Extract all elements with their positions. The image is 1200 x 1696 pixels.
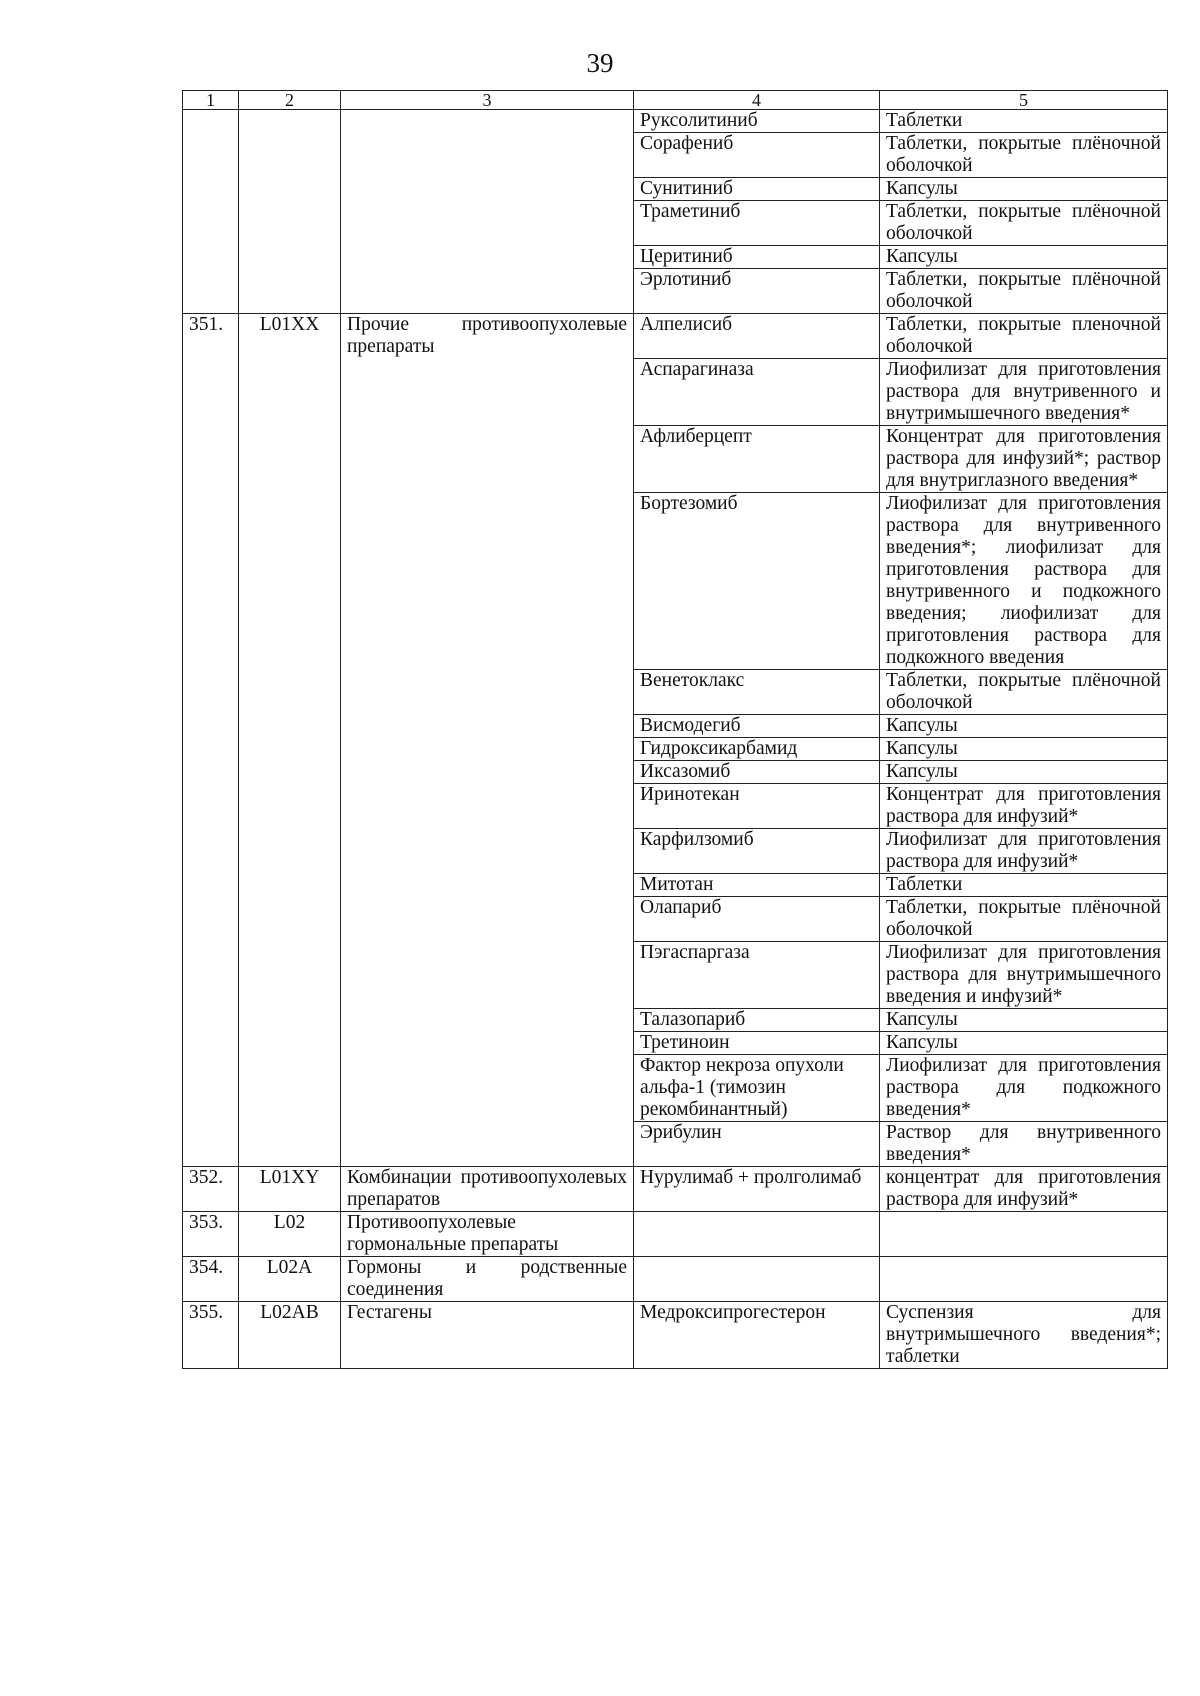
drug-name-cell xyxy=(634,1257,880,1302)
table-body xyxy=(183,110,1168,1369)
group-name-cell: Гестагены xyxy=(341,1302,634,1369)
column-header: 4 xyxy=(634,91,880,110)
table-row xyxy=(183,1167,1168,1212)
atc-code-cell: L01XY xyxy=(239,1167,341,1212)
atc-code-cell: L02AB xyxy=(239,1302,341,1369)
row-number-cell: 354. xyxy=(183,1257,239,1302)
row-number-cell: 353. xyxy=(183,1212,239,1257)
atc-code-cell xyxy=(239,110,341,314)
dosage-form-cell: Таблетки, покрытые плёночной оболочкой xyxy=(880,670,1168,715)
group-name-cell: Прочие противоопухолевые препараты xyxy=(341,314,634,1167)
dosage-form-cell: Таблетки, покрытые плёночной оболочкой xyxy=(880,897,1168,942)
drug-name-cell: Руксолитиниб xyxy=(634,110,880,133)
dosage-form-cell: Лиофилизат для приготовления раствора для инфузий* xyxy=(880,829,1168,874)
page-number: 39 xyxy=(586,48,614,78)
drug-name-cell: Иксазомиб xyxy=(634,761,880,784)
drug-name-cell xyxy=(634,1212,880,1257)
column-header: 2 xyxy=(239,91,341,110)
dosage-form-cell: Таблетки, покрытые плёночной оболочкой xyxy=(880,133,1168,178)
header-row xyxy=(183,91,1168,110)
dosage-form-cell: Лиофилизат для приготовления раствора для внутривенного и внутримышечного введения* xyxy=(880,359,1168,426)
table-row xyxy=(183,1302,1168,1369)
drug-name-cell: Эрибулин xyxy=(634,1122,880,1167)
dosage-form-cell: Капсулы xyxy=(880,246,1168,269)
dosage-form-cell: Таблетки, покрытые плёночной оболочкой xyxy=(880,269,1168,314)
drug-name-cell: Сунитиниб xyxy=(634,178,880,201)
group-name-cell: Комбинации противоопухолевых препаратов xyxy=(341,1167,634,1212)
column-header: 3 xyxy=(341,91,634,110)
drug-name-cell: Сорафениб xyxy=(634,133,880,178)
dosage-form-cell: Капсулы xyxy=(880,738,1168,761)
drug-name-cell: Церитиниб xyxy=(634,246,880,269)
dosage-form-cell: Капсулы xyxy=(880,1032,1168,1055)
drug-name-cell: Висмодегиб xyxy=(634,715,880,738)
dosage-form-cell: Концентрат для приготовления раствора для инфузий*; раствор для внутриглазного введения* xyxy=(880,426,1168,493)
drug-name-cell: Гидроксикарбамид xyxy=(634,738,880,761)
dosage-form-cell: Таблетки xyxy=(880,874,1168,897)
table-row xyxy=(183,110,1168,133)
column-header: 1 xyxy=(183,91,239,110)
table-row xyxy=(183,314,1168,359)
dosage-form-cell: Лиофилизат для приготовления раствора для подкожного введения* xyxy=(880,1055,1168,1122)
row-number-cell: 351. xyxy=(183,314,239,1167)
drug-name-cell: Карфилзомиб xyxy=(634,829,880,874)
atc-code-cell: L02A xyxy=(239,1257,341,1302)
drug-name-cell: Талазопариб xyxy=(634,1009,880,1032)
drug-table xyxy=(182,90,1168,1369)
dosage-form-cell: Капсулы xyxy=(880,1009,1168,1032)
drug-name-cell: Аспарагиназа xyxy=(634,359,880,426)
dosage-form-cell: концентрат для приготовления раствора для инфузий* xyxy=(880,1167,1168,1212)
dosage-form-cell xyxy=(880,1212,1168,1257)
dosage-form-cell: Капсулы xyxy=(880,715,1168,738)
drug-name-cell: Траметиниб xyxy=(634,201,880,246)
group-name-cell: Гормоны и родственные соединения xyxy=(341,1257,634,1302)
dosage-form-cell: Таблетки, покрытые пленочной оболочкой xyxy=(880,314,1168,359)
atc-code-cell: L01XX xyxy=(239,314,341,1167)
dosage-form-cell: Раствор для внутривенного введения* xyxy=(880,1122,1168,1167)
dosage-form-cell: Суспензия для внутримышечного введения*; таблетки xyxy=(880,1302,1168,1369)
drug-name-cell: Медроксипрогестерон xyxy=(634,1302,880,1369)
dosage-form-cell: Капсулы xyxy=(880,761,1168,784)
drug-name-cell: Пэгаспаргаза xyxy=(634,942,880,1009)
drug-name-cell: Нурулимаб + пролголимаб xyxy=(634,1167,880,1212)
drug-name-cell: Олапариб xyxy=(634,897,880,942)
drug-name-cell: Венетоклакс xyxy=(634,670,880,715)
dosage-form-cell: Концентрат для приготовления раствора для инфузий* xyxy=(880,784,1168,829)
row-number-cell: 355. xyxy=(183,1302,239,1369)
drug-name-cell: Эрлотиниб xyxy=(634,269,880,314)
group-name-cell: Противоопухолевые гормональные препараты xyxy=(341,1212,634,1257)
dosage-form-cell: Таблетки, покрытые плёночной оболочкой xyxy=(880,201,1168,246)
drug-name-cell: Афлиберцепт xyxy=(634,426,880,493)
table-row xyxy=(183,1212,1168,1257)
column-header: 5 xyxy=(880,91,1168,110)
drug-name-cell: Третиноин xyxy=(634,1032,880,1055)
drug-name-cell: Бортезомиб xyxy=(634,493,880,670)
drug-name-cell: Фактор некроза опухоли альфа-1 (тимозин рекомбинантный) xyxy=(634,1055,880,1122)
drug-name-cell: Алпелисиб xyxy=(634,314,880,359)
drug-name-cell: Митотан xyxy=(634,874,880,897)
dosage-form-cell: Таблетки xyxy=(880,110,1168,133)
dosage-form-cell xyxy=(880,1257,1168,1302)
drug-name-cell: Иринотекан xyxy=(634,784,880,829)
dosage-form-cell: Лиофилизат для приготовления раствора для внутримышечного введения и инфузий* xyxy=(880,942,1168,1009)
dosage-form-cell: Лиофилизат для приготовления раствора для внутривенного введения*; лиофилизат для приготовления раствора для внутривенного и подкожного введения; лиофилизат для приготовления раствора для подкожного введения xyxy=(880,493,1168,670)
dosage-form-cell: Капсулы xyxy=(880,178,1168,201)
table-row xyxy=(183,1257,1168,1302)
atc-code-cell: L02 xyxy=(239,1212,341,1257)
row-number-cell: 352. xyxy=(183,1167,239,1212)
group-name-cell xyxy=(341,110,634,314)
row-number-cell xyxy=(183,110,239,314)
